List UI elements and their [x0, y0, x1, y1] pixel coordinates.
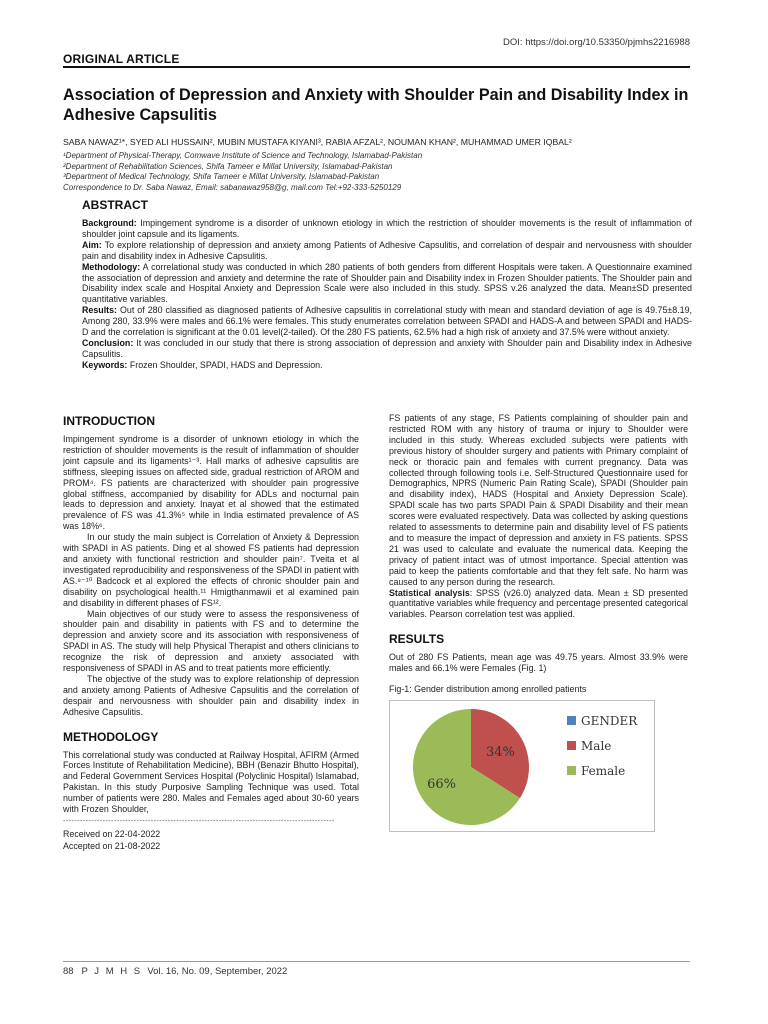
- right-column: [389, 413, 688, 832]
- received-date: Received on 22-04-2022: [63, 829, 161, 839]
- abstract-conclusion: [82, 338, 692, 360]
- aim-label: Aim:: [82, 239, 102, 250]
- pie-label-male: 34%: [486, 744, 515, 760]
- abstract-results: [82, 305, 692, 338]
- aim-text: To explore relationship of depression and anxiety among Patients of Adhesive Capsulitis, and correlation of despair and nervousness with shoulder pain and disability index in Adhesive Capsulitis.: [82, 239, 692, 261]
- legend-label-gender: GENDER: [581, 714, 638, 729]
- pie-chart-svg: [390, 701, 656, 833]
- intro-paragraph-3: Main objectives of our study were to assess the responsiveness of shoulder pain and disability in patients with FS and to determine the depression and anxiety score and its association with responsiveness of SPADI in AS. The study will help Physical Therapist and others clinicians to recognize the risk of depression and anxiety associated with responsiveness of SPADI in AS and to treat patients more efficiently.: [63, 608, 359, 674]
- intro-paragraph-2: In our study the main subject is Correlation of Anxiety & Depression with SPADI in AS patients. Ding et al showed FS patients had depression and anxiety with functional restriction and shoulder pain⁷. Tveita et al investigated reproducibility and responsiveness of the SPADI in patient with AS.⁸⁻¹⁰ Badcock et al explored the effects of chronic shoulder pain and disability on psychological health.¹¹ Hmigthanmawii et al examined pain and disability in different phases of FS¹².: [63, 532, 359, 608]
- legend-swatch-female: [567, 766, 576, 775]
- abstract-keywords: [82, 360, 692, 371]
- abstract-background: [82, 218, 692, 240]
- abstract: [82, 198, 692, 371]
- keywords-text: Frozen Shoulder, SPADI, HADS and Depression.: [127, 359, 323, 370]
- conclusion-text: It was concluded in our study that there is strong association of depression and anxiety with Shoulder pain and Disability index in Adhesive Capsulitis.: [82, 337, 692, 359]
- correspondence: Correspondence to Dr. Saba Nawaz, Email: sabanawaz958@g, mail.com Tel:+92-333-5250129: [63, 182, 402, 192]
- introduction-heading: INTRODUCTION: [63, 414, 155, 428]
- results-heading: RESULTS: [389, 632, 445, 647]
- legend-label-female: Female: [581, 764, 626, 779]
- doi[interactable]: DOI: https://doi.org/10.53350/pjmhs2216988: [503, 37, 690, 48]
- results-text: Out of 280 classified as diagnosed patients of Adhesive capsulitis in correlational study with mean and standard deviation of age is 49.75±8.19, Among 280, 33.9% were males and 66.1% were females. This study enumerates correlation between SPADI and HADS-A and between SPADI and HADS-D and the correlation is significant at the 0.01 level(2-tailed). Of the 280 FS patients, 62.5% had a high risk of anxiety and 37.5% were without anxiety.: [82, 305, 692, 338]
- affiliation-2: ²Department of Rehabilitation Sciences, Shifa Tameer e Millat University, Islamabad-Pakistan: [63, 161, 393, 171]
- background-label: Background:: [82, 218, 137, 228]
- affiliation-3: ³Department of Medical Technology, Shifa Tameer e Millat University, Islamabad-Pakistan: [63, 172, 380, 181]
- left-column: [63, 414, 359, 852]
- footnote-separator: ------------------------------------------------------------------------------------------------: [63, 818, 335, 825]
- legend-label-male: Male: [581, 739, 612, 754]
- journal-issue: Vol. 16, No. 09, September, 2022: [147, 966, 288, 977]
- abstract-methodology: [82, 262, 692, 306]
- methodology-paragraph: This correlational study was conducted at Railway Hospital, AFIRM (Armed Forces Institute of Rehabilitation Medicine), BBH (Benazir Bhutto Hospital), and Federal Government Services Hospital (Polyclinic Hospital) Islamabad, Pakistan. In this study Purposive Sampling Technique was used. Total number of patients were 280. Males and Females aged about 30-60 years with Frozen Shoulder,: [63, 749, 359, 815]
- footer-rule: [63, 961, 690, 962]
- stat-label: Statistical analysis: [389, 587, 470, 598]
- journal-name: P J M H S: [81, 966, 143, 977]
- section-gap: [389, 620, 688, 632]
- accepted-date: Accepted on 21-08-2022: [63, 840, 161, 851]
- legend-swatch-gender: [567, 716, 576, 725]
- header-rule: [63, 66, 690, 68]
- results-label: Results:: [82, 305, 118, 316]
- methodology-label: Methodology:: [82, 261, 141, 272]
- section-gap: [63, 718, 359, 730]
- page-number: 88: [63, 966, 74, 977]
- statistical-analysis: [389, 588, 688, 621]
- figure-caption: Fig-1: Gender distribution among enrolled patients: [389, 684, 587, 695]
- methodology-heading: METHODOLOGY: [63, 729, 159, 744]
- affiliations: [63, 151, 703, 193]
- abstract-heading: ABSTRACT: [82, 198, 148, 212]
- intro-paragraph-1: Impingement syndrome is a disorder of unknown etiology in which the restriction of shoulder movements is the result of inflammation of shoulder joint capsule and its ligaments¹⁻³. Hall marks of adhesive capsulitis are stiffness, sleeping issues on affected side, gradual restriction of AROM and PROM⁴. FS patients are characterized with shoulder pain progressive global stiffness, accompanied by disability for ADLs and nocturnal pain leads to depression and anxiety. Inayat et al showed that the estimated prevalence of FS was 41.3%⁵ while in India estimated prevalence of AS was 18%⁶.: [63, 434, 359, 532]
- intro-paragraph-4: The objective of the study was to explore relationship of depression and anxiety among Patients of Adhesive Capsulitis and the correlation of despair and nervousness with shoulder pain and disability index in Adhesive Capsulitis.: [63, 673, 359, 717]
- submission-dates: [63, 829, 359, 852]
- stat-text: : SPSS (v26.0) analyzed data. Mean ± SD presented quantitative variables while frequency and percentage presented categorical variables. Pearson correlation test was applied.: [389, 587, 688, 620]
- background-text: Impingement syndrome is a disorder of unknown etiology in which the restriction of shoulder movements is the result of inflammation of shoulder joint capsule and its ligaments.: [82, 218, 692, 239]
- article-title: Association of Depression and Anxiety with Shoulder Pain and Disability Index in Adhesive Capsulitis: [63, 86, 689, 124]
- affiliation-1: ¹Department of Physical-Therapy, Comwave Institute of Science and Technology, Islamabad-Pakistan: [63, 151, 423, 160]
- keywords-label: Keywords:: [82, 359, 128, 370]
- conclusion-label: Conclusion:: [82, 337, 134, 348]
- methodology-text: A correlational study was conducted in which 280 patients of both genders from different Hospitals were taken. A Questionnaire examined the association of depression and anxiety and determine the rate of Shoulder pain and Disability index in Frozen Shoulder patients. The Shoulder pain and Disability index scale and Hospital Anxiety and Depression Scale were also included in this study. SPSS v.26 analyzed the data. Mean±SD presented quantitative variables.: [82, 261, 692, 305]
- author-list: SABA NAWAZ¹*, SYED ALI HUSSAIN², MUBIN MUSTAFA KIYANI³, RABIA AFZAL², NOUMAN KHAN², MUHAMMAD UMER IQBAL²: [63, 137, 572, 147]
- abstract-aim: [82, 240, 692, 262]
- results-paragraph: Out of 280 FS Patients, mean age was 49.75 years. Almost 33.9% were males and 66.1% were Females (Fig. 1): [389, 652, 688, 674]
- gender-pie-chart: [389, 700, 655, 832]
- methods-continued-paragraph: FS patients of any stage, FS Patients complaining of shoulder pain and restricted ROM with any history of trauma or injury to Shoulder were included in this study. Whereas excluded subjects were patients with previous history of shoulder surgery and patients with Primary complaint of neck or thoracic pain and females with current pregnancy. Data was collected through following tools i.e. Self-Structured Questionnaire used for Demographics, NPRS (Numeric Pain Rating Scale), SPADI (Shoulder pain and disability index), HADS (Hospital and Anxiety Depression Scale). SPADI scale has two parts SPADI Pain & SPADI Disability and their mean scores were evaluated respectively. Data was collected by asking questions related to assessments to determine pain and disability level of FS patients and to measure the impact of depression and anxiety in FS patients. SPSS 21 was used to calculate and evaluate the numerical data. Keeping the privacy of patient intact was of utmost importance. Special attention was paid to keep the patients comfortable and that they felt safe. No harm was caused to any person during the research.: [389, 413, 688, 587]
- legend-swatch-male: [567, 741, 576, 750]
- page-footer: [63, 966, 287, 977]
- pie-label-female: 66%: [427, 777, 456, 793]
- article-type: ORIGINAL ARTICLE: [63, 52, 180, 66]
